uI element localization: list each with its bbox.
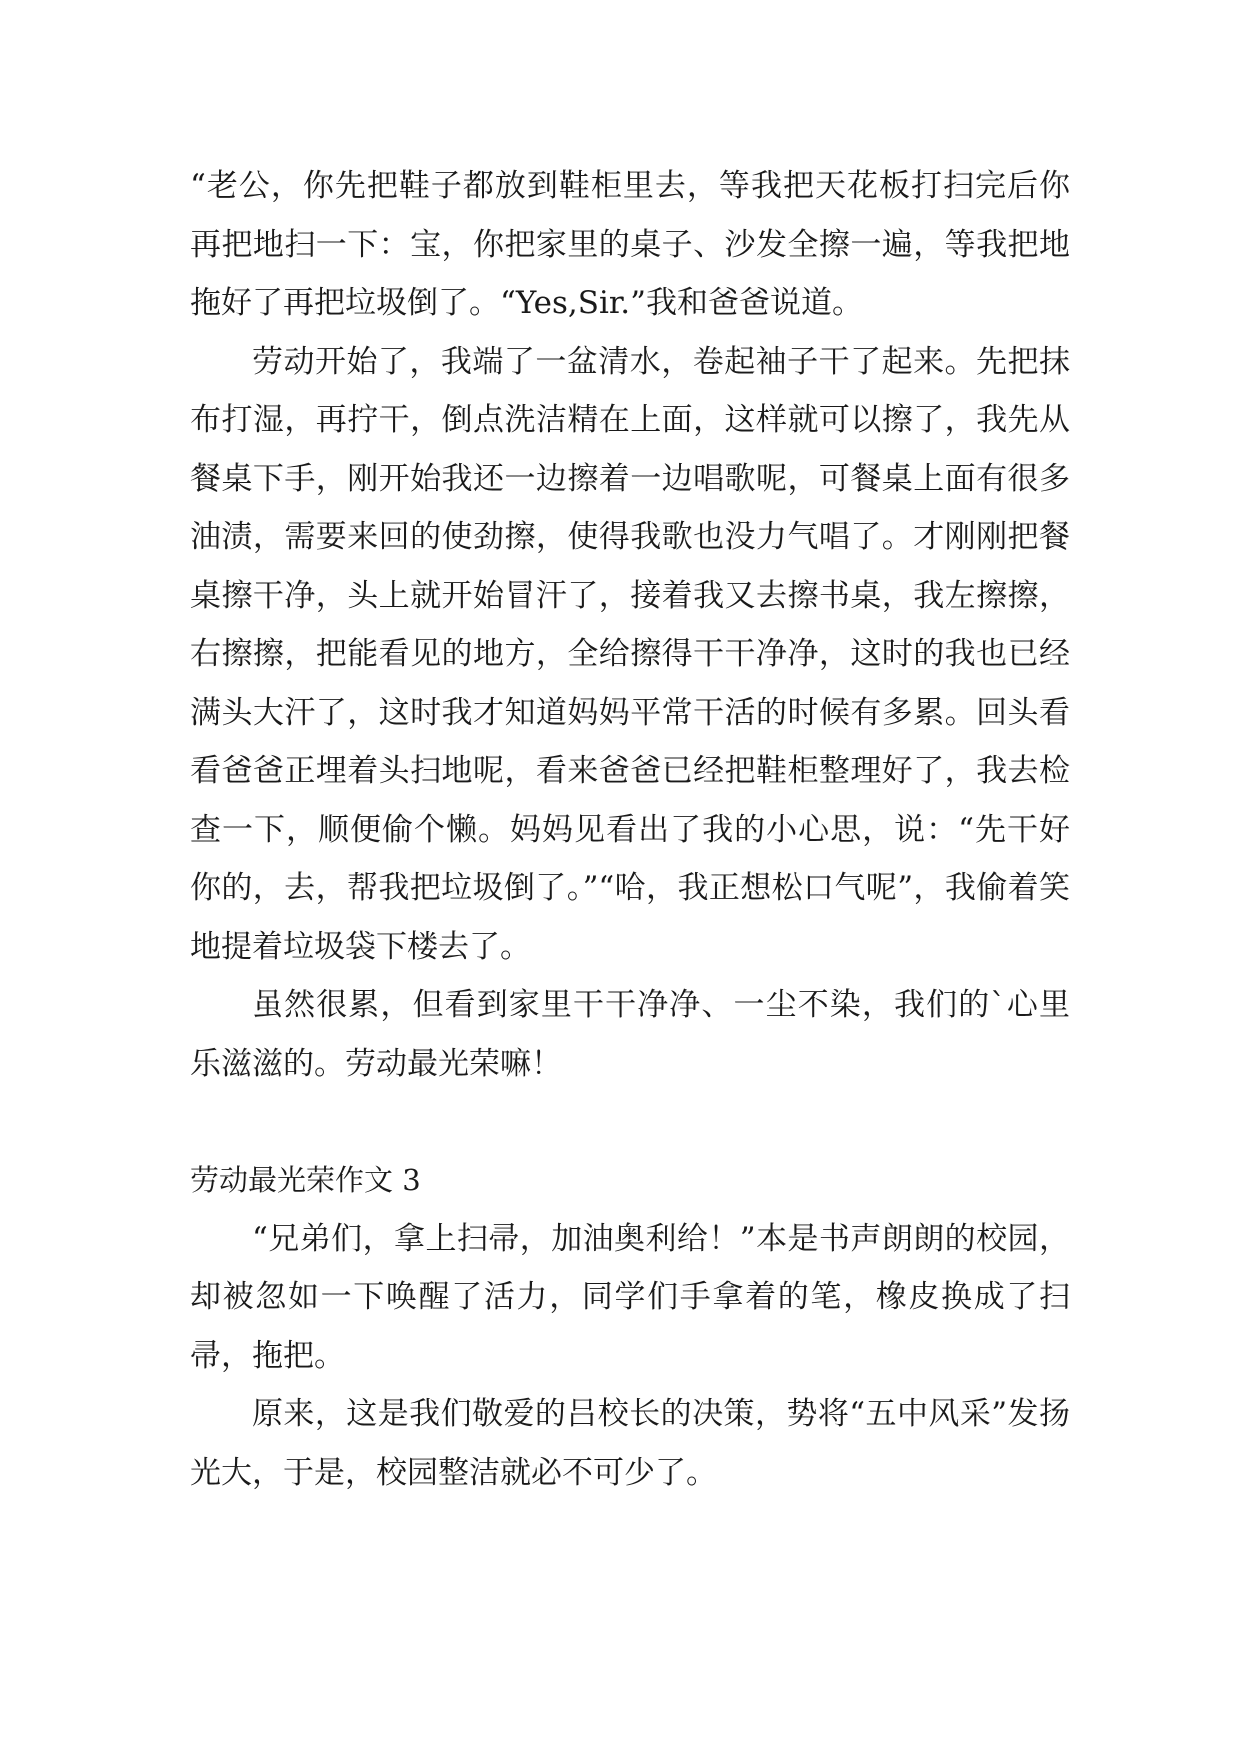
paragraph-conclusion: 虽然很累，但看到家里干干净净、一尘不染，我们的`心里乐滋滋的。劳动最光荣嘛！ xyxy=(190,987,1070,1082)
document-body xyxy=(190,157,1070,1502)
paragraph-opening: “兄弟们，拿上扫帚，加油奥利给！”本是书声朗朗的校园，却被忽如一下唤醒了活力，同学们手拿着的笔，橡皮换成了扫帚，拖把。 xyxy=(190,1220,1070,1374)
paragraph-dialogue: “老公，你先把鞋子都放到鞋柜里去，等我把天花板打扫完后你再把地扫一下：宝，你把家里的桌子、沙发全擦一遍，等我把地拖好了再把垃圾倒了。“Yes,Sir.”我和爸爸说道。 xyxy=(190,168,1070,321)
previous-essay-section xyxy=(190,157,1070,1093)
paragraph-cleaning: 劳动开始了，我端了一盆清水，卷起袖子干了起来。先把抹布打湿，再拧干，倒点洗洁精在上面，这样就可以擦了，我先从餐桌下手，刚开始我还一边擦着一边唱歌呢，可餐桌上面有很多油渍，需要来回的使劲擦，使得我歌也没力气唱了。才刚刚把餐桌擦干净，头上就开始冒汗了，接着我又去擦书桌，我左擦擦，右擦擦，把能看见的地方，全给擦得干干净净，这时的我也已经满头大汗了，这时我才知道妈妈平常干活的时候有多累。回头看看爸爸正埋着头扫地呢，看来爸爸已经把鞋柜整理好了，我去检查一下，顺便偷个懒。妈妈见看出了我的小心思，说：“先干好你的，去，帮我把垃圾倒了。”“哈，我正想松口气呢”，我偷着笑地提着垃圾袋下楼去了。 xyxy=(190,343,1070,965)
essay-3-section xyxy=(190,1210,1070,1503)
paragraph-reason: 原来，这是我们敬爱的吕校长的决策，势将“五中风采”发扬光大，于是，校园整洁就必不可少了。 xyxy=(190,1396,1070,1491)
essay-title: 劳动最光荣作文 3 xyxy=(190,1163,421,1197)
